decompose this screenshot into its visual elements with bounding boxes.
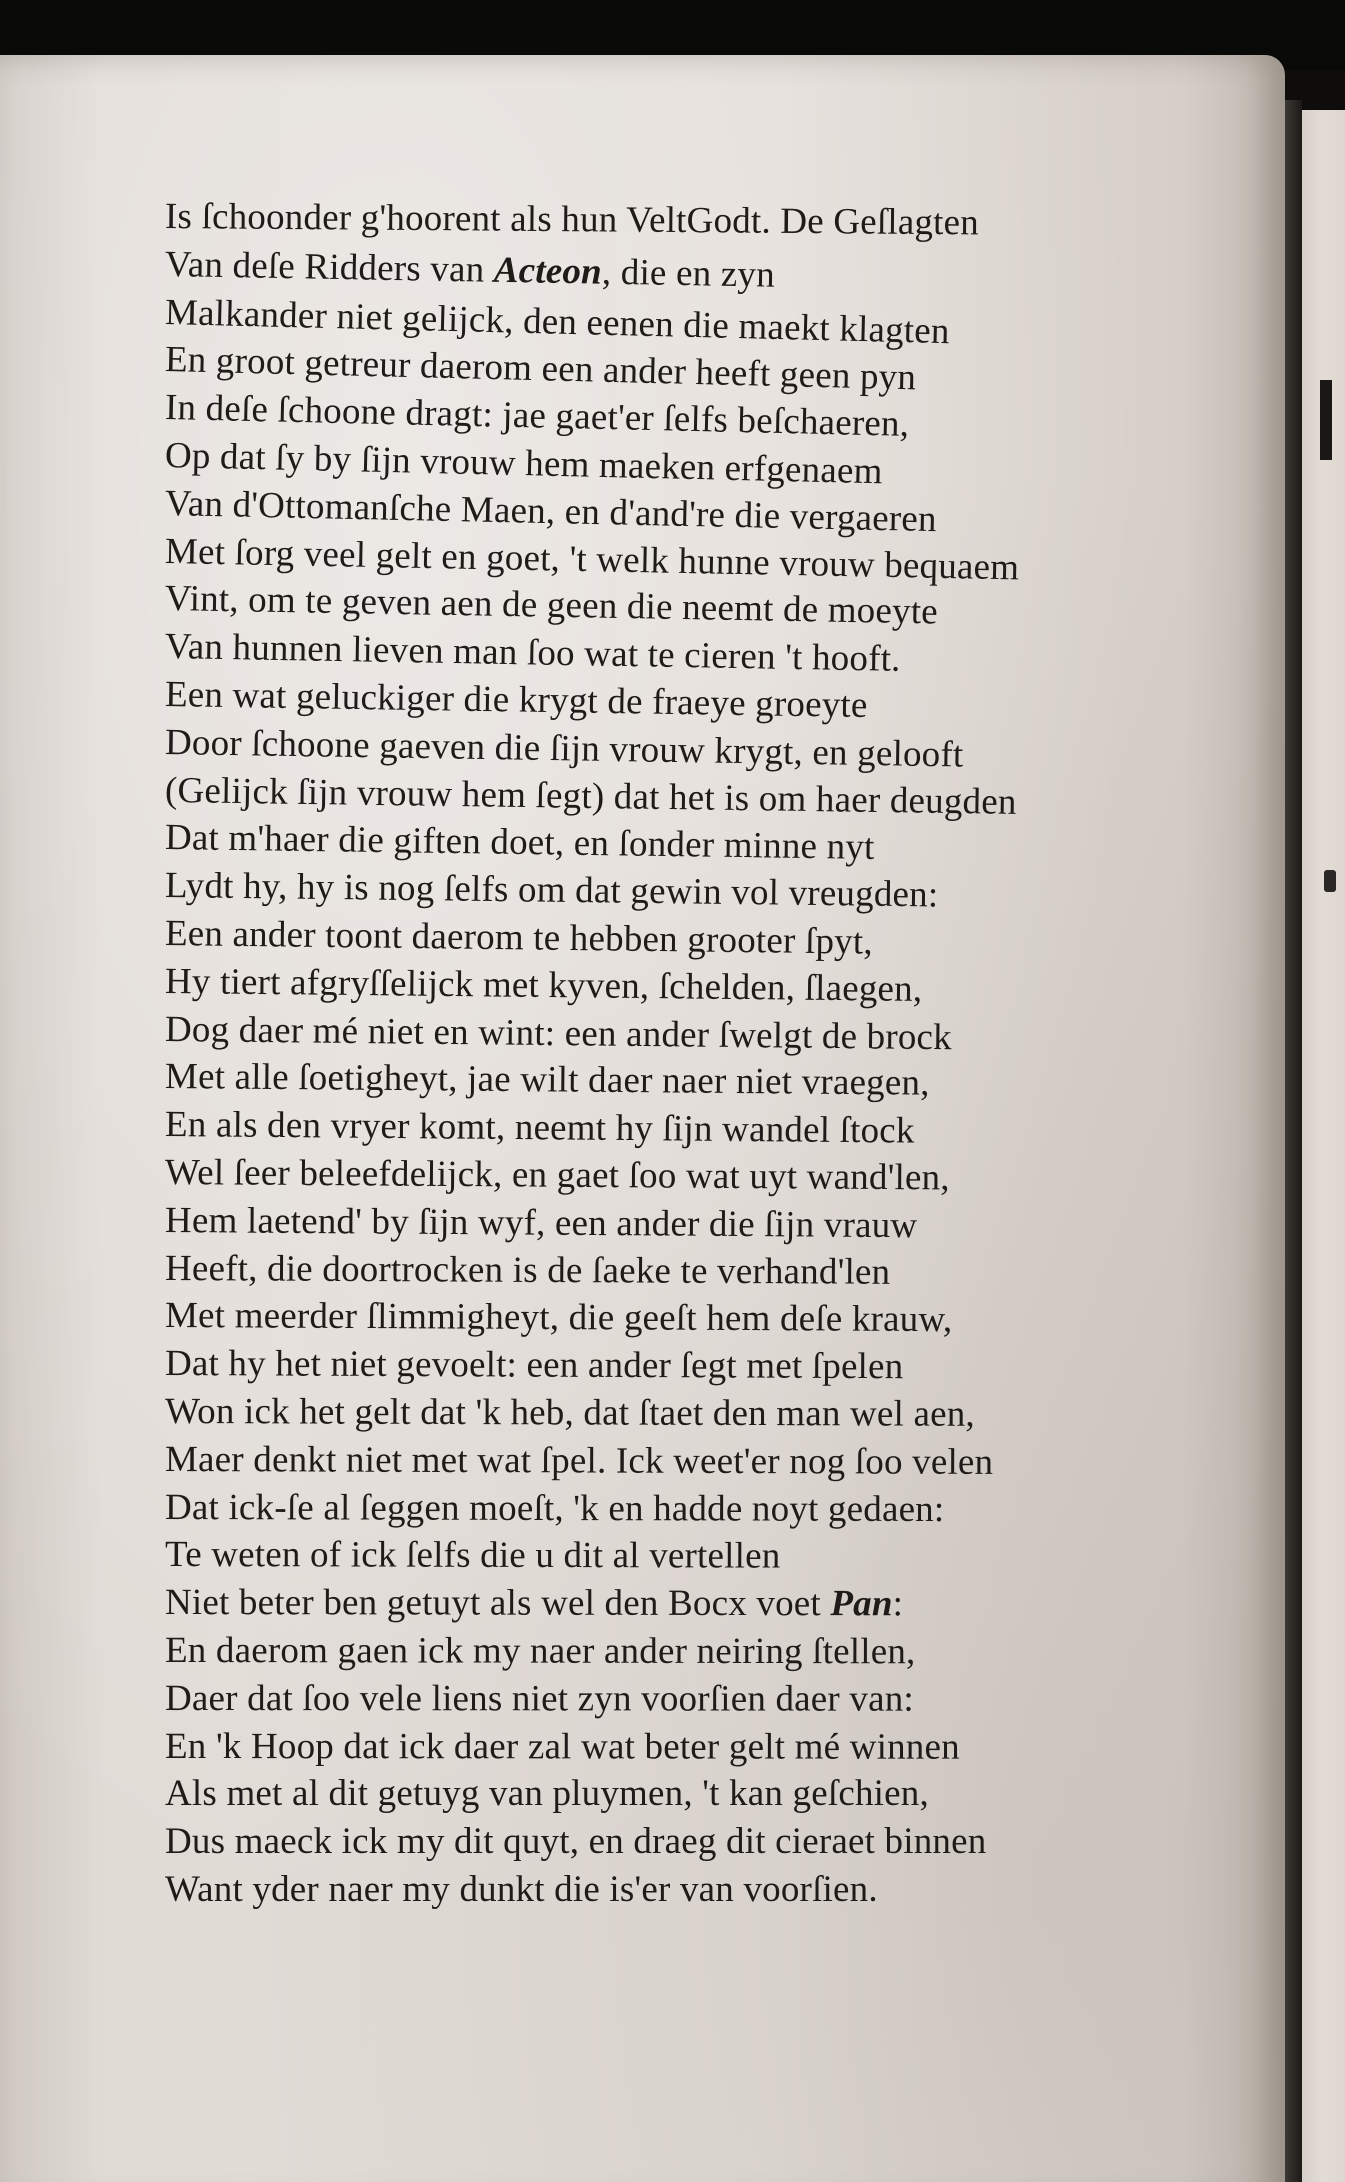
poem-line: Malkander niet gelijck, den eenen die maekt klagten: [164, 291, 951, 352]
poem-line: Lydt hy, hy is nog ſelfs om dat gewin vol vreugden:: [164, 865, 939, 916]
poem-line-part: Niet beter ben getuyt als wel den Bocx voet: [164, 1582, 831, 1625]
italic-name: Pan: [830, 1583, 893, 1625]
poem-line: Want yder naer my dunkt die is'er van voorſien.: [165, 1868, 878, 1910]
poem-line: Daer dat ſoo vele liens niet zyn voorſien daer van:: [164, 1677, 914, 1720]
poem-line: Van d'Ottomanſche Maen, en d'and're die vergaeren: [164, 482, 938, 540]
poem-line: In deſe ſchoone dragt: jae gaet'er ſelfs beſchaeren,: [164, 387, 910, 446]
poem-line-part: :: [892, 1583, 904, 1625]
poem-line: Is ſchoonder g'hoorent als hun VeltGodt. De Geſlagten: [164, 196, 980, 244]
adjacent-page-mark: [1324, 870, 1336, 892]
poem-line-part: , die en zyn: [601, 251, 776, 296]
poem-line: Won ick het gelt dat 'k heb, dat ſtaet den man wel aen,: [164, 1390, 975, 1435]
poem-line: Dog daer mé niet en wint: een ander ſwelgt de brock: [164, 1008, 953, 1058]
poem-line: Een wat geluckiger die krygt de fraeye groeyte: [164, 673, 868, 727]
poem-line: (Gelijck ſijn vrouw hem ſegt) dat het is om haer deugden: [164, 769, 1017, 823]
poem-line: Vint, om te geven aen de geen die neemt de moeyte: [164, 578, 939, 633]
poem-line: Met meerder ſlimmigheyt, die geeſt hem deſe krauw,: [164, 1295, 953, 1341]
poem-line: [165, 1579, 1315, 1629]
poem-line: En daerom gaen ick my naer ander neiring ſtellen,: [164, 1629, 916, 1673]
poem-line: Van hunnen lieven man ſoo wat te cieren 't hooft.: [164, 626, 901, 681]
poem-line: Te weten of ick ſelfs die u dit al vertellen: [164, 1534, 781, 1577]
poem-line: Dat m'haer die giften doet, en ſonder minne nyt: [164, 817, 875, 869]
poem-line: Dat ick-ſe al ſeggen moeſt, 'k en hadde noyt gedaen:: [164, 1486, 945, 1530]
poem-line: Hy tiert afgryſſelijck met kyven, ſchelden, ſlaegen,: [164, 960, 923, 1010]
poem-line: Dus maeck ick my dit quyt, en draeg dit cieraet binnen: [165, 1821, 987, 1863]
book-page: [0, 55, 1285, 2182]
italic-name: Acteon: [493, 249, 603, 293]
poem-text: [165, 193, 1315, 1914]
poem-line: En 'k Hoop dat ick daer zal wat beter gelt mé winnen: [164, 1725, 960, 1768]
poem-line: Wel ſeer beleefdelijck, en gaet ſoo wat uyt wand'len,: [164, 1151, 950, 1199]
poem-line-part: Van deſe Ridders van: [164, 243, 495, 291]
poem-line: Met ſorg veel gelt en goet, 't welk hunne vrouw bequaem: [164, 530, 1020, 588]
poem-line: Als met al dit getuyg van pluymen, 't kan geſchien,: [165, 1773, 929, 1815]
poem-line: Dat hy het niet gevoelt: een ander ſegt met ſpelen: [164, 1343, 904, 1388]
poem-line: Een ander toont daerom te hebben grooter ſpyt,: [164, 912, 874, 963]
poem-line: Op dat ſy by ſijn vrouw hem maeken erfgenaem: [164, 434, 884, 493]
poem-line: Door ſchoone gaeven die ſijn vrouw krygt, en gelooft: [164, 721, 964, 776]
poem-line: Hem laetend' by ſijn wyf, een ander die ſijn vrauw: [164, 1199, 918, 1246]
poem-line: Maer denkt niet met wat ſpel. Ick weet'er nog ſoo velen: [164, 1438, 994, 1483]
adjacent-page-letter-fragment: [1320, 380, 1332, 460]
poem-line: Heeft, die doortrocken is de ſaeke te verhand'len: [164, 1247, 891, 1293]
poem-line: En groot getreur daerom een ander heeft geen pyn: [164, 339, 917, 399]
poem-line: En als den vryer komt, neemt hy ſijn wandel ſtock: [164, 1104, 915, 1152]
poem-line: Met alle ſoetigheyt, jae wilt daer naer niet vraegen,: [164, 1056, 930, 1105]
